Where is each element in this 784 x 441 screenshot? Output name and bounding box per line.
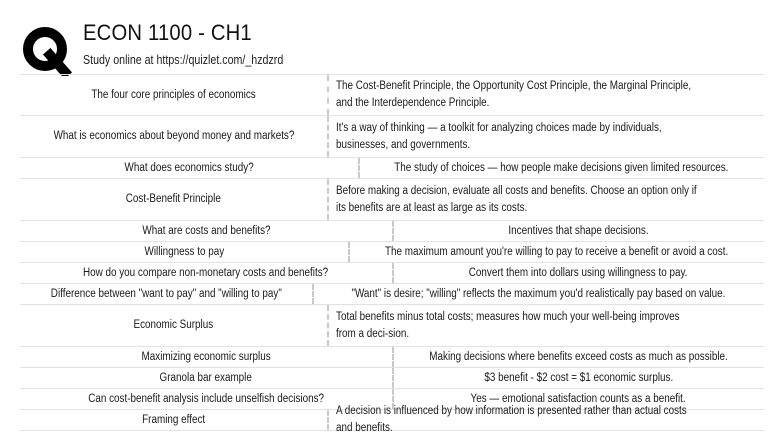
flashcard-row bbox=[20, 242, 764, 263]
document-subtitle: Study online at https://quizlet.com/_hzdzrd bbox=[83, 52, 284, 67]
flashcard-term bbox=[20, 116, 327, 157]
definition-text: Convert them into dollars using willingness to pay. bbox=[469, 266, 688, 279]
flashcard-definition bbox=[327, 405, 764, 434]
flashcard-term bbox=[20, 158, 358, 178]
flashcard-term bbox=[20, 263, 392, 283]
flashcard-row bbox=[20, 179, 764, 221]
term-text: Granola bar example bbox=[159, 371, 253, 384]
term-text: Economic Surplus bbox=[133, 319, 214, 331]
flashcard-term bbox=[20, 347, 392, 367]
term-text: What are costs and benefits? bbox=[141, 224, 271, 237]
flashcard-term bbox=[20, 305, 327, 346]
flashcard-definition bbox=[392, 221, 764, 241]
flashcard-row bbox=[20, 368, 764, 389]
definition-text: The Cost-Benefit Principle, the Opportunity Cost Principle, the Marginal Principle, and the Interdependence Principle. bbox=[336, 80, 692, 109]
flashcard-row bbox=[20, 221, 764, 242]
term-text: Framing effect bbox=[141, 413, 206, 426]
flashcard-definition bbox=[358, 158, 764, 178]
document-title: ECON 1100 - CH1 bbox=[83, 20, 252, 45]
flashcard-term bbox=[20, 368, 392, 388]
definition-text: A decision is influenced by how information is presented rather than actual costs and benefits. bbox=[336, 405, 687, 434]
flashcard-term bbox=[20, 410, 327, 430]
flashcard-row bbox=[20, 263, 764, 284]
term-text: How do you compare non-monetary costs and benefits? bbox=[83, 266, 329, 279]
term-text: The four core principles of economics bbox=[91, 88, 256, 101]
term-text: Difference between "want to pay" and "willing to pay" bbox=[50, 287, 282, 300]
definition-text: Total benefits minus total costs; measures how much your well-being improves from a deci-sion. bbox=[336, 310, 680, 340]
flashcard-definition bbox=[327, 75, 764, 115]
flashcard-definition bbox=[392, 368, 764, 388]
flashcard-definition bbox=[327, 305, 764, 346]
term-text: What is economics about beyond money and markets? bbox=[53, 130, 294, 142]
term-text: Can cost-benefit analysis include unselfish decisions? bbox=[88, 392, 324, 405]
definition-text: Before making a decision, evaluate all costs and benefits. Choose an option only if its benefits are at least as large as its costs. bbox=[336, 184, 697, 214]
quizlet-q-logo-icon bbox=[20, 24, 72, 76]
term-text: What does economics study? bbox=[124, 161, 254, 174]
term-text: Cost-Benefit Principle bbox=[125, 193, 222, 205]
flashcard-definition bbox=[392, 347, 764, 367]
flashcard-row bbox=[20, 116, 764, 158]
flashcard-table bbox=[20, 74, 764, 434]
flashcard-definition bbox=[312, 284, 764, 304]
flashcard-row bbox=[20, 74, 764, 116]
flashcard-term bbox=[20, 179, 327, 220]
flashcard-term bbox=[20, 75, 327, 115]
flashcard-definition bbox=[327, 179, 764, 220]
flashcard-row bbox=[20, 405, 764, 434]
term-text: Willingness to pay bbox=[144, 245, 224, 258]
definition-text: Incentives that shape decisions. bbox=[508, 224, 649, 237]
flashcard-definition bbox=[327, 116, 764, 157]
document-header bbox=[20, 18, 764, 74]
definition-text: Yes — emotional satisfaction counts as a benefit. bbox=[470, 392, 687, 405]
definition-text: $3 benefit - $2 cost = $1 economic surplus. bbox=[484, 371, 673, 384]
definition-text: The maximum amount you're willing to pay to receive a benefit or avoid a cost. bbox=[384, 245, 729, 258]
definition-text: It's a way of thinking — a toolkit for analyzing choices made by individuals, businesses, and governments. bbox=[336, 121, 662, 151]
flashcard-row bbox=[20, 158, 764, 179]
flashcard-row bbox=[20, 347, 764, 368]
flashcard-definition bbox=[348, 242, 764, 262]
definition-text: Making decisions where benefits exceed costs as much as possible. bbox=[429, 350, 728, 363]
definition-text: The study of choices — how people make decisions given limited resources. bbox=[394, 161, 729, 174]
flashcard-row bbox=[20, 305, 764, 347]
flashcard-term bbox=[20, 242, 348, 262]
flashcard-term bbox=[20, 284, 312, 304]
term-text: Maximizing economic surplus bbox=[141, 350, 271, 363]
flashcard-term bbox=[20, 221, 392, 241]
definition-text: "Want" is desire; "willing" reflects the maximum you'd realistically pay based on value. bbox=[351, 287, 726, 300]
flashcard-row bbox=[20, 284, 764, 305]
flashcard-definition bbox=[392, 263, 764, 283]
